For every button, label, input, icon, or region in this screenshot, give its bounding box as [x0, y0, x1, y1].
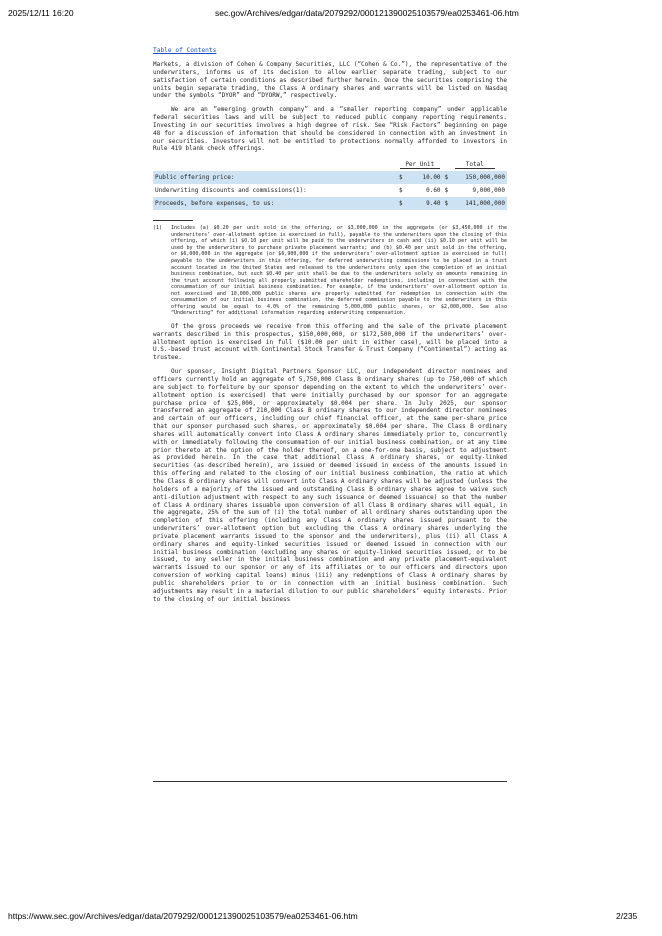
- col-header-per-unit: Per Unit: [397, 159, 443, 171]
- table-row: [153, 197, 507, 210]
- total-value: 141,000,000: [455, 197, 507, 210]
- footnote-text: Includes (a) $0.20 per unit sold in the offering, or $3,000,000 in the aggregate (or $3,450,000 if the underwriters’ over-allotment option is exercised in full), payable to the underwriters upon the closing of this offering, of which (i) $0.10 per unit will be paid to the underwriters in cash and (ii) $0.10 per unit will be used by the underwriters to purchase private placement warrants; and (b) $0.40 per unit sold in the offering, or $6,000,000 in the aggregate (or $6,900,000 if the underwriters’ over-allotment option is exercised in full) payable to the underwriters in this offering, for deferred underwriting commissions to be placed in a trust account located in the United States and released to the underwriters only upon the completion of an initial business combination, but such $0.40 per unit shall be due to the underwriters solely on amounts remaining in the trust account following all properly submitted shareholder redemptions, including in connection with the consummation of our initial business combination. For example, if the underwriters’ over-allotment option is not exercised and 10,000,000 public shares are properly submitted for redemption in connection with the consummation of our initial business combination, the deferred commission payable to the underwriters in this offering would be equal to 4.0% of the remaining 5,000,000 public shares, or $2,000,000. See also “Underwriting” for additional information regarding underwriting compensation.: [171, 225, 507, 317]
- per-unit-value: 9.40: [409, 197, 443, 210]
- row-label: Underwriting discounts and commissions(1):: [155, 187, 307, 195]
- currency-symbol: $: [443, 197, 455, 210]
- per-unit-value: 0.60: [426, 187, 441, 195]
- page-bottom-divider: [153, 781, 507, 782]
- table-row: [153, 171, 507, 184]
- paragraph-emerging-growth: We are an “emerging growth company” and a “smaller reporting company” under applicable federal securities laws and will be subject to reduced public company reporting requirements. Investing in our securities involves a high degree of risk. See “Risk Factors” beginning on page 48 for a discussion of information that should be considered in connection with an investment in our securities. Investors will not be entitled to protections normally afforded to investors in Rule 419 blank check offerings.: [153, 106, 507, 153]
- document-body: [153, 37, 507, 609]
- currency-symbol: $: [397, 197, 409, 210]
- table-row: [153, 184, 507, 197]
- row-label: Proceeds, before expenses, to us:: [153, 197, 397, 210]
- page-number: 2/235: [616, 911, 638, 921]
- currency-symbol: $: [397, 171, 409, 184]
- table-of-contents-link[interactable]: Table of Contents: [153, 47, 217, 54]
- print-datetime: 2025/12/11 16:20: [8, 8, 74, 18]
- paragraph-trust-account: Of the gross proceeds we receive from this offering and the sale of the private placement warrants described in this prospectus, $150,000,000, or $172,500,000 if the underwriters’ over-allotment option is exercised in full ($10.00 per unit in either case), will be placed into a U.S.-based trust account with Continental Stock Transfer & Trust Company (“Continental”) acting as trustee.: [153, 322, 508, 362]
- page-title: sec.gov/Archives/edgar/data/2079292/000121390025103579/ea0253461-06.htm: [215, 8, 519, 18]
- footnote-marker: (1): [153, 225, 163, 232]
- page-url: https://www.sec.gov/Archives/edgar/data/2079292/000121390025103579/ea0253461-06.htm: [8, 911, 358, 921]
- currency-symbol: $: [443, 171, 455, 184]
- footnote: [153, 225, 507, 317]
- col-header-total: Total: [443, 159, 507, 171]
- total-value: 9,000,000: [472, 187, 505, 195]
- paragraph-sponsor: Our sponsor, Insight Digital Partners Sponsor LLC, our independent director nominees and officers currently hold an aggregate of 5,750,000 Class B ordinary shares (up to 750,000 of which are subject to forfeiture by our sponsor depending on the extent to which the underwriters’ over-allotment option is exercised) that were initially purchased by our sponsor for an aggregate purchase price of $25,000, or approximately $0.004 per share. In July 2025, our sponsor transferred an aggregate of 210,000 Class B ordinary shares to our independent director nominees and certain of our officers, including our chief financial officer, at the same per-share price that our sponsor purchased such shares, or approximately $0.004 per share. The Class B ordinary shares will automatically convert into Class A ordinary shares immediately prior to, concurrently with or immediately following the consummation of our initial business combination, or at any time prior thereto at the option of the holder thereof, on a one-for-one basis, subject to adjustment as provided herein. In the case that additional Class A ordinary shares, or equity-linked securities (as described herein), are issued or deemed issued in excess of the amounts issued in this offering and related to the closing of our initial business combination, the ratio at which the Class B ordinary shares will convert into Class A ordinary shares will be adjusted (unless the holders of a majority of the issued and outstanding Class B ordinary shares agree to waive such anti-dilution adjustment with respect to any such issuance or deemed issuance) so that the number of Class A ordinary shares issuable upon conversion of all Class B ordinary shares will equal, in the aggregate, 25% of the sum of (i) the total number of all ordinary shares outstanding upon the completion of this offering (including any Class A ordinary shares issued pursuant to the underwriters’ over-allotment option but excluding the Class A ordinary shares underlying the private placement warrants issued to the sponsor and the underwriters), plus (ii) all Class A ordinary shares and equity-linked securities issued or deemed issued in connection with our initial business combination (excluding any shares or equity-linked securities issued, or to be issued, to any seller in the initial business combination and any private placement-equivalent warrants issued to our sponsor or any of its affiliates or to our officers and directors upon conversion of working capital loans) minus (iii) any redemptions of Class A ordinary shares by public shareholders prior to or in connection with an initial business combination. Such adjustments may result in a material dilution to our public shareholders’ equity interests. Prior to the closing of our initial business: [153, 368, 508, 603]
- footnote-divider: [153, 220, 193, 221]
- currency-symbol: $: [399, 187, 403, 195]
- per-unit-value: 10.00: [409, 171, 443, 184]
- total-value: 150,000,000: [455, 171, 507, 184]
- currency-symbol: $: [444, 187, 449, 195]
- row-label: Public offering price:: [153, 171, 397, 184]
- paragraph-trading: Markets, a division of Cohen & Company Securities, LLC (“Cohen & Co.”), the representative of the underwriters, informs us of its decision to allow earlier separate trading, subject to our satisfaction of certain conditions as described further herein. Once the securities comprising the units begin separate trading, the Class A ordinary shares and warrants will be listed on Nasdaq under the symbols “DYOR” and “DYORW,” respectively.: [153, 61, 508, 100]
- offering-table: [153, 159, 507, 210]
